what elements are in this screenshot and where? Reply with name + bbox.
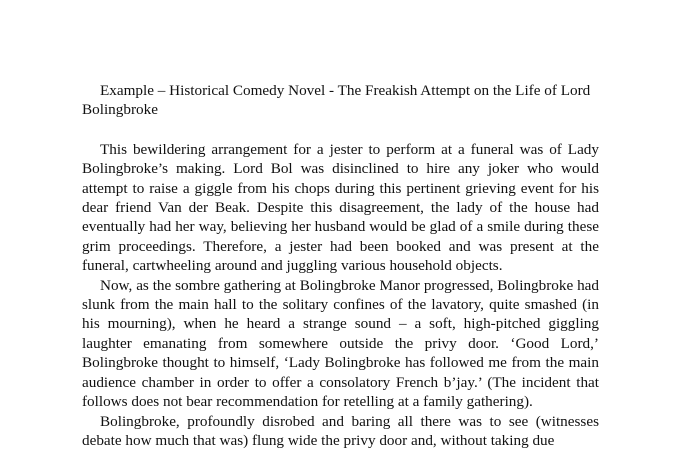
paragraph: This bewildering arrangement for a jester to perform at a funeral was of Lady Bolingbroke’s making. Lord Bol was disinclined to hire any joker who would attempt to raise a giggle from his chops during this pertinent grieving event for his dear friend Van der Beak. Despite this disagreement, the lady of the house had eventually had her way, believing her husband would be glad of a smile during these grim proceedings. Therefore, a jester had been booked and was present at the funeral, cartwheeling around and juggling various household objects. bbox=[82, 140, 599, 275]
document-page bbox=[82, 81, 599, 450]
paragraph: Now, as the sombre gathering at Bolingbroke Manor progressed, Bolingbroke had slunk from the main hall to the solitary confines of the lavatory, quite smashed (in his mourning), when he heard a strange sound – a soft, high-pitched giggling laughter emanating from somewhere outside the privy door. ‘Good Lord,’ Bolingbroke thought to himself, ‘Lady Bolingbroke has followed me from the main audience chamber in order to offer a consolatory French b’jay.’ (The incident that follows does not bear recommendation for retelling at a family gathering). bbox=[82, 276, 599, 411]
paragraph: Bolingbroke, profoundly disrobed and baring all there was to see (witnesses debate how much that was) flung wide the privy door and, without taking due bbox=[82, 412, 599, 449]
document-title: Example – Historical Comedy Novel - The Freakish Attempt on the Life of Lord Bolingbroke bbox=[82, 82, 591, 119]
